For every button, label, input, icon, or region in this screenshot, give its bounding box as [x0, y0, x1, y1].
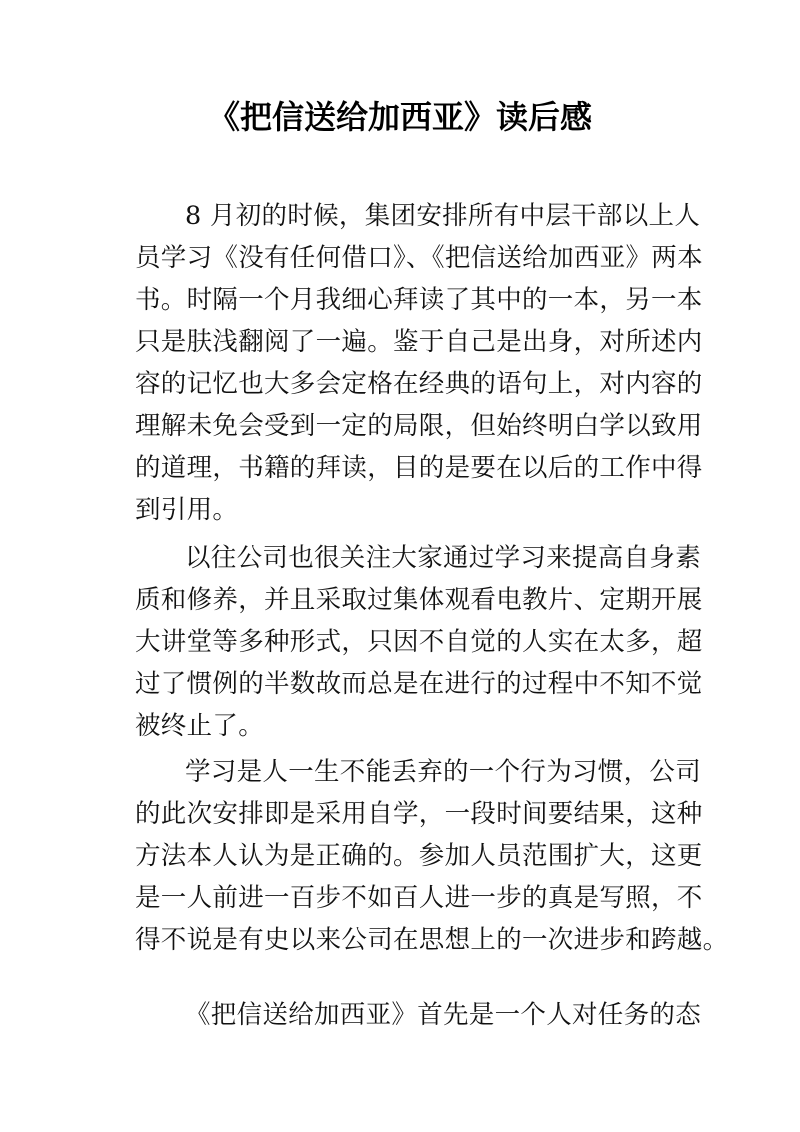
text-line: 以往公司也很关注大家通过学习来提高自身素 [185, 543, 702, 573]
text-line: 只是肤浅翻阅了一遍。鉴于自己是出身，对所述内 [135, 327, 703, 357]
text-line: 被终止了。 [135, 711, 265, 741]
text-line: 《把信送给加西亚》首先是一个人对任务的态 [185, 1000, 702, 1030]
text-line: 大讲堂等多种形式，只因不自觉的人实在太多，超 [135, 627, 703, 657]
text-line: 容的记忆也大多会定格在经典的语句上，对内容的 [135, 369, 703, 399]
text-line: 得不说是有史以来公司在思想上的一次进步和跨越。 [135, 925, 729, 955]
text-line: 到引用。 [135, 495, 239, 525]
text-line: 员学习《没有任何借口》、《把信送给加西亚》两本 [135, 243, 703, 273]
text-line: 的此次安排即是采用自学，一段时间要结果，这种 [135, 799, 703, 829]
text-line: 过了惯例的半数故而总是在进行的过程中不知不觉 [135, 669, 703, 699]
text-line: 书。时隔一个月我细心拜读了其中的一本，另一本 [135, 285, 703, 315]
text-line: 是一人前进一百步不如百人进一步的真是写照，不 [135, 883, 703, 913]
text-line: 的道理，书籍的拜读，目的是要在以后的工作中得 [135, 453, 703, 483]
text-line: 学习是人一生不能丢弃的一个行为习惯，公司 [185, 757, 702, 787]
text-line: 质和修养，并且采取过集体观看电教片、定期开展 [135, 585, 703, 615]
text-line: 方法本人认为是正确的。参加人员范围扩大，这更 [135, 841, 703, 871]
text-line: 8 月初的时候，集团安排所有中层干部以上人 [185, 201, 701, 231]
document-title: 《把信送给加西亚》读后感 [207, 98, 592, 136]
text-line: 理解未免会受到一定的局限，但始终明白学以致用 [135, 411, 703, 441]
